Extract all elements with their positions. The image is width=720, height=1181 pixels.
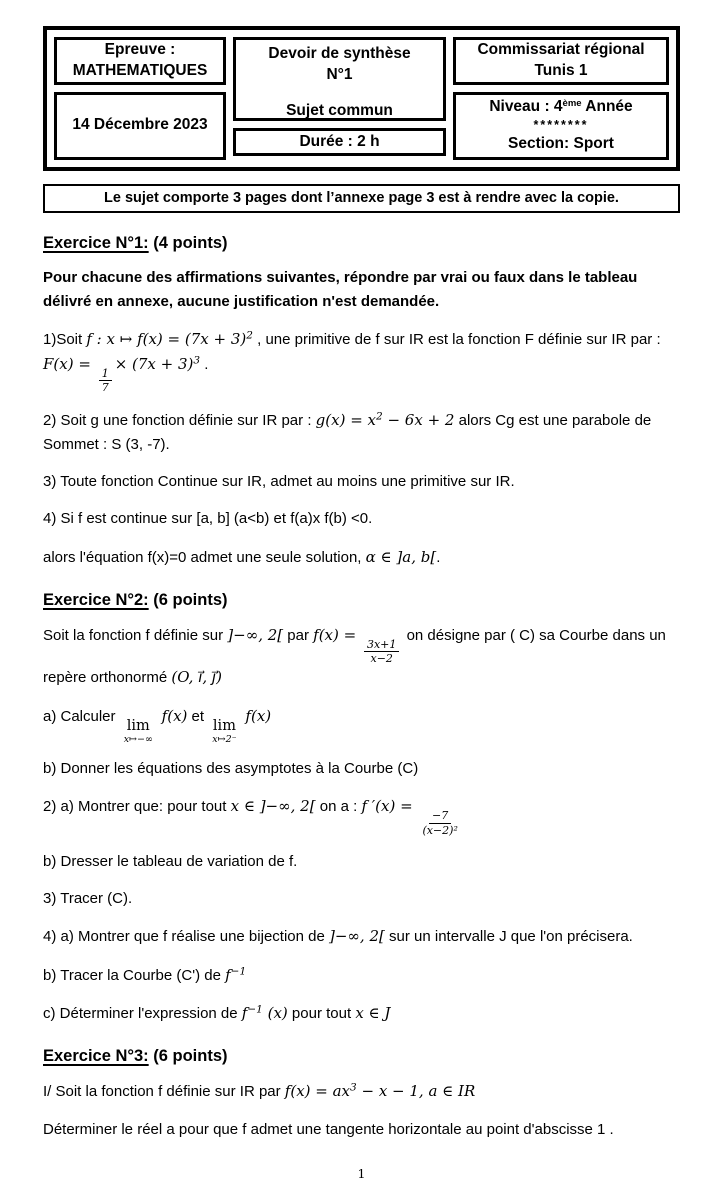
math-text: × (7x + 3) (114, 355, 194, 374)
fraction-numerator: −7 (429, 809, 451, 823)
header-middle-column (233, 37, 446, 160)
math-text: f (225, 965, 231, 984)
exercise-title: Exercice N°1: (43, 233, 149, 252)
limit-operator: lim (126, 717, 150, 734)
document-body (43, 234, 680, 1142)
math-text: (O, ı⃗, ȷ⃗) (171, 668, 222, 687)
math-text: f : x ↦ f(x) = (7x + 3) (86, 329, 247, 348)
text-run: sur un intervalle J que l'on précisera. (384, 928, 633, 946)
text-run: 3) Toute fonction Continue sur IR, admet au moins une primitive sur IR. (43, 473, 515, 491)
paragraph (43, 704, 680, 745)
date-box (54, 92, 226, 160)
exercise-title: Exercice N°3: (43, 1047, 149, 1066)
limit-under: x↦2⁻ (212, 733, 237, 745)
exercise-points: (4 points) (148, 233, 228, 252)
paragraph (43, 1118, 680, 1142)
math-limit (212, 719, 236, 745)
math-superscript: 2 (376, 410, 383, 423)
paragraph (43, 1079, 680, 1104)
page-number: 1 (357, 1165, 366, 1181)
math-superscript: 3 (350, 1081, 357, 1094)
paragraph (43, 507, 680, 531)
duree-label: Durée : 2 h (299, 132, 380, 150)
paragraph (43, 794, 680, 836)
text-run: par (283, 627, 314, 644)
text-run: on a : (315, 798, 362, 816)
paragraph (43, 924, 680, 949)
commissariat-box (453, 37, 669, 85)
paragraph (43, 1001, 680, 1026)
exercise-heading (43, 1047, 680, 1066)
commissariat-city: Tunis 1 (534, 62, 588, 79)
header-right-column (453, 37, 669, 160)
text-run: Soit la fonction f définie sur (43, 627, 228, 644)
paragraph (43, 545, 680, 570)
math-text: x ∈ J (355, 1004, 391, 1023)
paragraph (43, 470, 680, 494)
limit-under: x↦−∞ (123, 733, 153, 745)
text-run: on désigne par ( C) sa Courbe dans un repère orthonormé (43, 627, 666, 687)
niveau-line (457, 97, 665, 118)
intro-paragraph (43, 266, 680, 314)
math-superscript: −1 (230, 965, 247, 978)
devoir-number: N°1 (326, 65, 353, 83)
math-fraction (99, 367, 112, 394)
text-run: b) Tracer la Courbe (C') de (43, 966, 226, 984)
text-run: 3) Tracer (C). (43, 890, 133, 908)
math-text: f (241, 1004, 248, 1023)
fraction-denominator: x−2 (370, 652, 393, 666)
exercise-heading (43, 591, 680, 610)
paragraph (43, 963, 680, 988)
niveau-suffix: Année (581, 98, 633, 115)
exercise-points: (6 points) (148, 591, 228, 609)
math-text: F(x) = (43, 355, 96, 374)
math-fraction (420, 809, 459, 836)
text-run: 1)Soit (43, 330, 87, 348)
math-text: − x − 1, a ∈ IR (356, 1082, 476, 1101)
paragraph (43, 887, 680, 911)
math-superscript: 3 (193, 354, 201, 367)
epreuve-label: Epreuve : (104, 41, 176, 59)
paragraph (43, 623, 680, 691)
text-run: pour tout (287, 1005, 356, 1023)
math-text: f(x) = (313, 626, 361, 644)
epreuve-box (54, 37, 226, 85)
math-limit (124, 719, 153, 745)
fraction-numerator: 3x+1 (364, 638, 399, 652)
niveau-superscript: ème (562, 98, 582, 109)
math-text: g(x) = x (315, 410, 376, 429)
fraction-denominator: (x−2)² (422, 823, 458, 837)
fraction-denominator: 7 (101, 381, 109, 395)
niveau-box (453, 92, 669, 160)
sujet-label: Sujet commun (286, 101, 393, 119)
text-run: alors l'équation f(x)=0 admet une seule solution, (43, 548, 366, 566)
text-run: . (200, 356, 209, 374)
math-text: (x) (262, 1004, 288, 1023)
niveau-prefix: Niveau : 4 (489, 98, 563, 115)
paragraph (43, 327, 680, 395)
header-left-column (54, 37, 226, 160)
text-run: Pour chacune des affirmations suivantes, répondre par vrai ou faux dans le tableau délivré en annexe, aucune justification n'est demandée. (43, 268, 638, 310)
notice-banner: Le sujet comporte 3 pages dont l’annexe page 3 est à rendre avec la copie. (43, 184, 680, 213)
math-fraction (364, 638, 399, 665)
text-run: b) Donner les équations des asymptotes à la Courbe (C) (43, 760, 419, 778)
paragraph (43, 757, 680, 781)
exercise-heading (43, 234, 680, 253)
text-run: 4) a) Montrer que f réalise une bijection de (43, 928, 329, 946)
section-label: Section: Sport (508, 134, 614, 152)
math-text: α ∈ ]a, b[ (365, 547, 437, 566)
math-text: f(x) (240, 706, 272, 725)
stars-separator-small: ******** (533, 117, 589, 132)
limit-operator: lim (212, 717, 236, 734)
duree-box (233, 128, 446, 156)
text-run: b) Dresser le tableau de variation de f. (43, 852, 298, 870)
math-text: ]−∞, 2[ (329, 927, 385, 946)
text-run: alors Cg est une parabole de Sommet : S (3, -7). (43, 411, 652, 453)
paragraph (43, 408, 680, 458)
math-text: f(x) (156, 706, 188, 725)
exam-date: 14 Décembre 2023 (72, 116, 208, 134)
commissariat-label: Commissariat régional (477, 41, 645, 59)
text-run: a) Calculer (43, 707, 120, 725)
epreuve-value: MATHEMATIQUES (72, 62, 208, 79)
math-text: ]−∞, 2[ (227, 626, 284, 644)
math-text: f ′(x) = (361, 797, 418, 816)
math-text: f(x) = ax (284, 1082, 351, 1101)
math-text: x ∈ ]−∞, 2[ (230, 797, 316, 816)
fraction-numerator: 1 (99, 367, 112, 381)
text-run: Déterminer le réel a pour que f admet une tangente horizontale au point d'abscisse 1 . (43, 1120, 614, 1138)
math-superscript: 2 (246, 329, 253, 342)
text-run: 2) Soit g une fonction définie sur IR par : (43, 411, 316, 429)
devoir-title: Devoir de synthèse (268, 45, 411, 62)
math-text: − 6x + 2 (382, 410, 455, 429)
text-run: 4) Si f est continue sur [a, b] (a<b) et f(a)x f(b) <0. (43, 510, 373, 528)
text-run: c) Déterminer l'expression de (43, 1005, 242, 1023)
text-run: . (436, 548, 441, 566)
text-run: I/ Soit la fonction f définie sur IR par (43, 1083, 285, 1101)
text-run: 2) a) Montrer que: pour tout (43, 798, 231, 816)
exercise-points: (6 points) (148, 1047, 228, 1066)
text-run: et (187, 707, 209, 725)
paragraph (43, 850, 680, 874)
math-superscript: −1 (247, 1003, 263, 1016)
header-table (43, 26, 680, 171)
devoir-box (233, 37, 446, 121)
exercise-title: Exercice N°2: (43, 591, 149, 609)
text-run: , une primitive de f sur IR est la fonction F définie sur IR par : (252, 330, 661, 348)
